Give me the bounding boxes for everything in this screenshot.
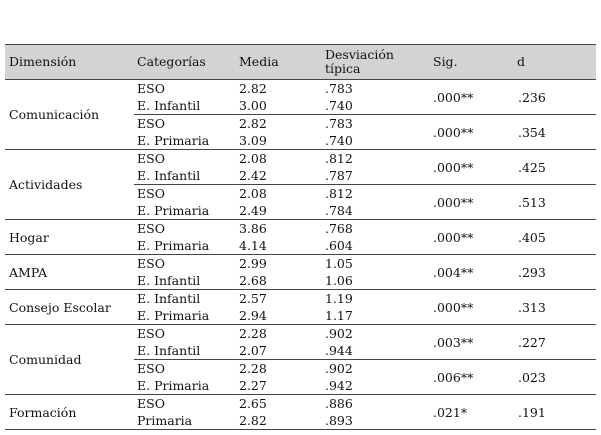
std-dev-cell: .783 <box>325 81 353 96</box>
media-cell: 2.82 <box>239 116 267 131</box>
category-cell: E. Primaria <box>137 203 210 218</box>
category-cell: E. Infantil <box>137 343 201 358</box>
std-dev-cell: .787 <box>325 168 353 183</box>
media-cell: 2.27 <box>239 378 267 393</box>
effect-size-cell: .313 <box>518 299 546 315</box>
category-cell: ESO <box>137 256 165 271</box>
category-cell: ESO <box>137 396 165 411</box>
effect-size-cell: .293 <box>518 264 546 280</box>
std-dev-cell: .740 <box>325 133 353 148</box>
effect-size-cell: .023 <box>518 369 546 385</box>
dimension-label: Hogar <box>9 229 49 245</box>
std-dev-cell: .812 <box>325 151 353 166</box>
category-cell: E. Primaria <box>137 133 210 148</box>
std-dev-cell: .886 <box>325 396 353 411</box>
std-dev-cell: .902 <box>325 326 353 341</box>
table-row <box>134 150 596 184</box>
effect-size-cell: .236 <box>518 89 546 105</box>
media-cell: 2.94 <box>239 308 267 323</box>
table-group <box>5 325 596 395</box>
table-row <box>134 80 596 114</box>
effect-size-cell: .405 <box>518 229 546 245</box>
category-cell: ESO <box>137 221 165 236</box>
table-row <box>134 220 596 254</box>
header-dimension: Dimensión <box>9 54 77 69</box>
std-dev-cell: 1.17 <box>325 308 353 323</box>
sig-cell: .000** <box>433 89 474 105</box>
effect-size-cell: .513 <box>518 194 546 210</box>
std-dev-cell: 1.05 <box>325 256 353 271</box>
effect-size-cell: .227 <box>518 334 546 350</box>
std-dev-cell: 1.06 <box>325 273 353 288</box>
dimension-label: Actividades <box>9 177 83 192</box>
category-cell: E. Infantil <box>137 168 201 183</box>
effect-size-cell: .191 <box>518 404 546 420</box>
table-row <box>134 255 596 289</box>
effect-size-cell: .425 <box>518 159 546 175</box>
category-cell: Primaria <box>137 413 193 428</box>
std-dev-cell: .893 <box>325 413 353 428</box>
category-cell: ESO <box>137 186 165 201</box>
dimension-label: Comunicación <box>9 107 100 122</box>
media-cell: 3.86 <box>239 221 267 236</box>
category-cell: E. Infantil <box>137 291 201 306</box>
table-group <box>5 255 596 290</box>
std-dev-cell: .942 <box>325 378 353 393</box>
media-cell: 2.68 <box>239 273 267 288</box>
effect-size-cell: .354 <box>518 124 546 140</box>
table-row <box>134 395 596 429</box>
media-cell: 2.08 <box>239 151 267 166</box>
std-dev-cell: .944 <box>325 343 353 358</box>
category-cell: ESO <box>137 361 165 376</box>
category-cell: E. Primaria <box>137 378 210 393</box>
media-cell: 3.00 <box>239 98 267 113</box>
table-row <box>134 325 596 359</box>
table-group <box>5 150 596 220</box>
std-dev-cell: .902 <box>325 361 353 376</box>
std-dev-cell: .768 <box>325 221 353 236</box>
sig-cell: .000** <box>433 194 474 210</box>
category-cell: E. Infantil <box>137 98 201 113</box>
sig-cell: .006** <box>433 369 474 385</box>
media-cell: 2.82 <box>239 413 267 428</box>
media-cell: 2.08 <box>239 186 267 201</box>
table-group <box>5 395 596 429</box>
dimension-label: Formación <box>9 404 77 420</box>
category-cell: ESO <box>137 151 165 166</box>
media-cell: 2.49 <box>239 203 267 218</box>
media-cell: 3.09 <box>239 133 267 148</box>
table-group <box>5 290 596 325</box>
category-cell: ESO <box>137 116 165 131</box>
std-dev-cell: .812 <box>325 186 353 201</box>
std-dev-cell: .783 <box>325 116 353 131</box>
category-cell: ESO <box>137 81 165 96</box>
dimension-label: AMPA <box>9 264 48 280</box>
media-cell: 2.57 <box>239 291 267 306</box>
sig-cell: .003** <box>433 334 474 350</box>
table-group <box>5 220 596 255</box>
sig-cell: .004** <box>433 264 474 280</box>
sig-cell: .000** <box>433 124 474 140</box>
std-dev-cell: .740 <box>325 98 353 113</box>
std-dev-cell: .604 <box>325 238 353 253</box>
media-cell: 2.07 <box>239 343 267 358</box>
table-row <box>134 114 596 149</box>
table-group <box>5 80 596 150</box>
category-cell: E. Infantil <box>137 273 201 288</box>
std-dev-cell: .784 <box>325 203 353 218</box>
media-cell: 2.99 <box>239 256 267 271</box>
media-cell: 4.14 <box>239 238 267 253</box>
header-categories: Categorías <box>137 54 206 69</box>
sig-cell: .000** <box>433 299 474 315</box>
table-row <box>134 290 596 324</box>
table-body <box>5 80 596 429</box>
media-cell: 2.82 <box>239 81 267 96</box>
header-media: Media <box>239 54 279 69</box>
header-std-dev: Desviación típica <box>325 47 394 76</box>
category-cell: ESO <box>137 326 165 341</box>
media-cell: 2.65 <box>239 396 267 411</box>
sig-cell: .000** <box>433 229 474 245</box>
table-header <box>5 45 596 80</box>
results-table <box>5 44 596 430</box>
header-sig: Sig. <box>433 54 458 69</box>
header-d: d <box>517 54 526 69</box>
media-cell: 2.28 <box>239 361 267 376</box>
dimension-label: Consejo Escolar <box>9 299 111 315</box>
sig-cell: .000** <box>433 159 474 175</box>
category-cell: E. Primaria <box>137 238 210 253</box>
sig-cell: .021* <box>433 404 468 420</box>
media-cell: 2.28 <box>239 326 267 341</box>
table-row <box>134 184 596 219</box>
media-cell: 2.42 <box>239 168 267 183</box>
std-dev-cell: 1.19 <box>325 291 353 306</box>
table-row <box>134 359 596 394</box>
dimension-label: Comunidad <box>9 352 82 367</box>
category-cell: E. Primaria <box>137 308 210 323</box>
